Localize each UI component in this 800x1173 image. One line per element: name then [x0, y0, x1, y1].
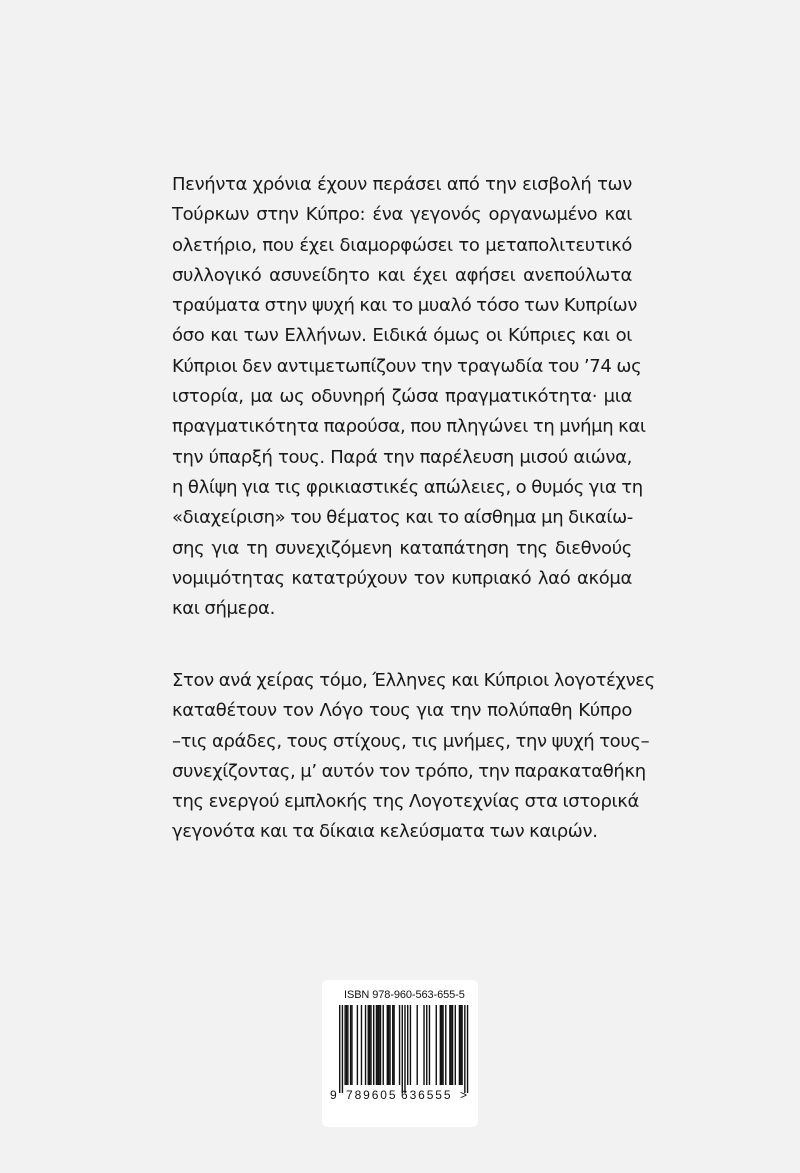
barcode-bar — [407, 1005, 408, 1085]
barcode-bar — [442, 1005, 443, 1085]
text-line: ολετήριο, που έχει διαμορφώσει το μεταπολιτευτικό — [172, 234, 632, 256]
text-line: σης για τη συνεχιζόμενη καταπάτηση της διεθνούς — [172, 537, 632, 559]
text-line: Στον ανά χείρας τόμο, Έλληνες και Κύπριοι λογοτέχνες — [172, 670, 655, 691]
barcode-bar — [383, 1005, 384, 1085]
text-line: «διαχείριση» του θέματος και το αίσθημα μη δικαίω- — [172, 507, 633, 529]
barcode-bar — [361, 1005, 362, 1085]
barcode-bar — [417, 1005, 418, 1085]
barcode-quiet-zone-mark: > — [460, 1088, 468, 1102]
barcode-bar — [461, 1005, 462, 1085]
barcode-bar — [452, 1005, 453, 1085]
text-line: ιστορία, μα ως οδυνηρή ζώσα πραγματικότητα· μια — [172, 386, 632, 408]
barcode-guard-bar — [339, 1005, 340, 1093]
barcode-bar — [440, 1005, 441, 1085]
barcode-bar — [380, 1005, 381, 1085]
isbn-label: ISBN 978-960-563-655-5 — [344, 989, 465, 1001]
barcode-bar — [393, 1005, 394, 1085]
barcode-bar — [410, 1005, 411, 1085]
text-line: η θλίψη για τις φρικιαστικές απώλειες, ο θυμός για τη — [172, 476, 643, 498]
barcode-bar — [399, 1005, 400, 1085]
barcode-bar — [369, 1005, 370, 1085]
back-cover-paragraph-1 — [172, 170, 646, 624]
barcode-bar — [351, 1005, 352, 1085]
barcode-bar — [455, 1005, 456, 1085]
isbn-barcode-panel — [322, 980, 478, 1127]
barcode-bar — [460, 1005, 461, 1085]
barcode-bar — [373, 1005, 374, 1085]
barcode-bar — [350, 1005, 351, 1085]
barcode-bar — [389, 1005, 390, 1085]
barcode-digit-first: 9 — [330, 1088, 337, 1102]
barcode-bar — [426, 1005, 427, 1085]
barcode-guard-bar — [464, 1005, 465, 1093]
barcode-bar — [392, 1005, 393, 1085]
text-line: Τούρκων στην Κύπρο: ένα γεγονός οργανωμένο και — [172, 204, 632, 226]
barcode-bar — [387, 1005, 388, 1085]
text-line: Πενήντα χρόνια έχουν περάσει από την εισβολή των — [172, 174, 632, 195]
text-line: την ύπαρξή τους. Παρά την παρέλευση μισού αιώνα, — [172, 446, 632, 468]
barcode-bar — [357, 1005, 358, 1085]
barcode-digits-left: 789605 — [346, 1088, 398, 1102]
barcode-bar — [378, 1005, 379, 1085]
barcode-guard-bar — [404, 1005, 405, 1093]
barcode-guard-bar — [342, 1005, 343, 1093]
text-line: πραγματικότητα παρούσα, που πληγώνει τη μνήμη και — [172, 416, 646, 438]
barcode-bar — [449, 1005, 450, 1085]
barcode-guard-bar — [467, 1005, 468, 1093]
barcode-bar — [370, 1005, 371, 1085]
text-line: νομιμότητας κατατρύχουν τον κυπριακό λαό ακόμα — [172, 567, 632, 589]
barcode-digits-right: 636555 — [401, 1088, 453, 1102]
barcode-bar — [346, 1005, 347, 1085]
barcode-bar — [376, 1005, 377, 1085]
barcode-graphic — [322, 980, 478, 1127]
barcode-bar — [347, 1005, 348, 1085]
text-line: Κύπριοι δεν αντιμετωπίζουν την τραγωδία του ’74 ως — [172, 355, 642, 377]
barcode-bar — [451, 1005, 452, 1085]
text-line: συνεχίζοντας, μ’ αυτόν τον τρόπο, την παρακαταθήκη — [172, 760, 646, 782]
barcode-bar — [388, 1005, 389, 1085]
barcode-bar — [344, 1005, 345, 1085]
text-line: και σήμερα. — [172, 598, 275, 620]
barcode-bar — [459, 1005, 460, 1085]
barcode-bar — [368, 1005, 369, 1085]
barcode-bar — [377, 1005, 378, 1085]
text-line: –τις αράδες, τους στίχους, τις μνήμες, την ψυχή τους– — [172, 730, 650, 752]
barcode-bar — [429, 1005, 430, 1085]
text-line: τραύματα στην ψυχή και το μυαλό τόσο των Κυπρίων — [172, 295, 638, 317]
barcode-bar — [365, 1005, 366, 1085]
text-line: γεγονότα και τα δίκαια κελεύσματα των καιρών. — [172, 821, 598, 843]
text-line: της ενεργού εμπλοκής της Λογοτεχνίας στα ιστορικά — [172, 791, 640, 813]
barcode-bar — [441, 1005, 442, 1085]
barcode-bar — [423, 1005, 424, 1085]
text-line: συλλογικό ασυνείδητο και έχει αφήσει ανεπούλωτα — [172, 264, 632, 286]
back-cover-paragraph-2 — [172, 666, 655, 848]
text-line: καταθέτουν τον Λόγο τους για την πολύπαθη Κύπρο — [172, 700, 632, 722]
barcode-bar — [445, 1005, 446, 1085]
text-line: όσο και των Ελλήνων. Ειδικά όμως οι Κύπριες και οι — [172, 325, 632, 347]
barcode-guard-bar — [402, 1005, 403, 1093]
barcode-bar — [436, 1005, 437, 1085]
